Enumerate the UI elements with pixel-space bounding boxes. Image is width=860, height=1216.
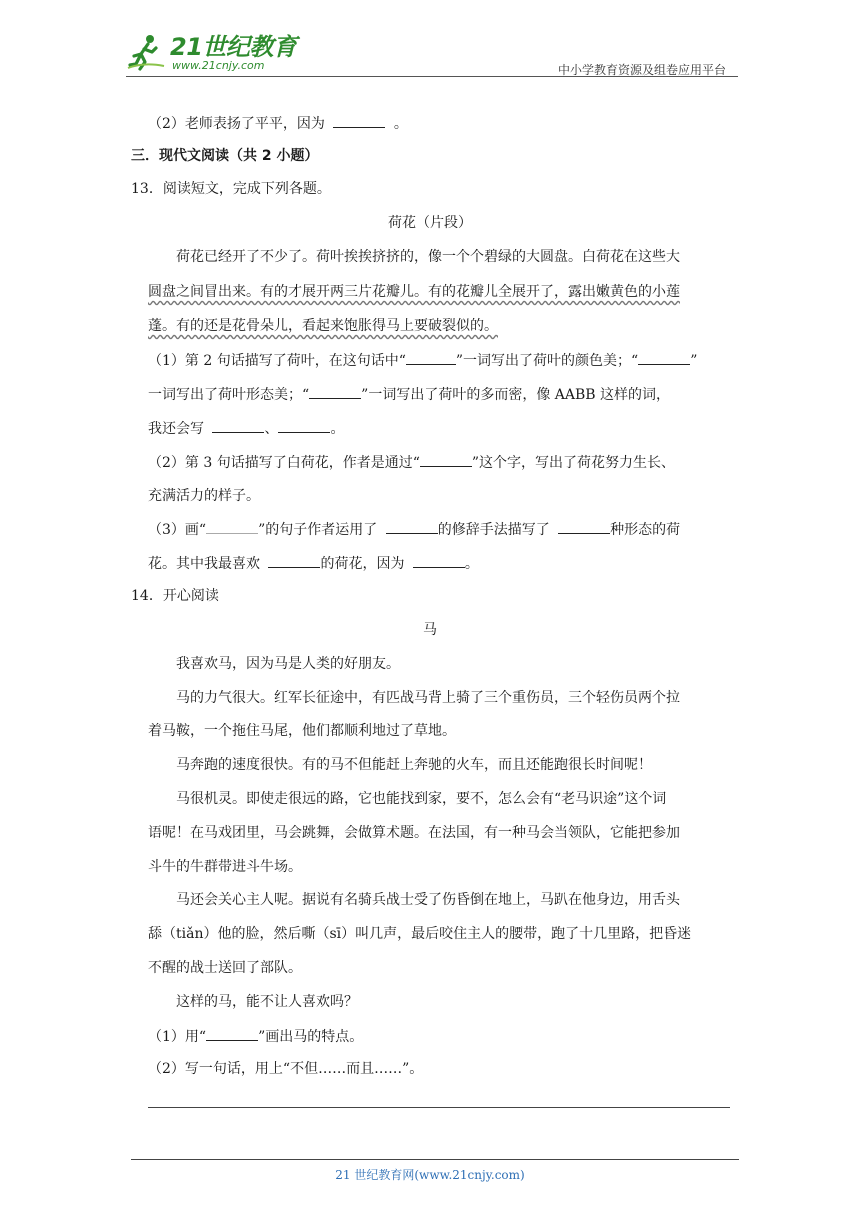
q13-sub3: （3）画“ ”的句子作者运用了 的修辞手法描写了 种形态的荷	[148, 519, 680, 540]
q13-sub2: （2）第 3 句话描写了白荷花，作者是通过“ ”这个字，写出了荷花努力生长、	[148, 452, 675, 473]
passage-line: 舔（tiǎn）他的脸，然后嘶（sī）叫几声，最后咬住主人的腰带，跑了十几里路，把昏迷	[148, 926, 692, 942]
passage-line: 这样的马，能不让人喜欢吗？	[176, 994, 358, 1010]
answer-blank[interactable]	[333, 113, 385, 128]
answer-blank[interactable]	[206, 519, 258, 534]
q13-sub1: （1）第 2 句话描写了荷叶，在这句话中“ ”一词写出了荷叶的颜色美；“ ”	[148, 350, 697, 371]
passage-line: 马很机灵。即使走很远的路，它也能找到家，要不，怎么会有“老马识途”这个词	[176, 791, 667, 807]
passage-line: 荷花已经开了不少了。荷叶挨挨挤挤的，像一个个碧绿的大圆盘。白荷花在这些大	[176, 249, 680, 265]
q13-sub1-cont: 一词写出了荷叶形态美；“ ”一词写出了荷叶的多而密，像 AABB 这样的词，	[148, 384, 670, 405]
answer-blank[interactable]	[406, 350, 456, 365]
site-logo	[126, 32, 296, 72]
page-header	[126, 28, 738, 80]
q13-sub2-cont: 充满活力的样子。	[148, 488, 260, 504]
answer-blank[interactable]	[386, 519, 438, 534]
q14-stem: 14．开心阅读	[131, 588, 219, 604]
header-divider	[126, 76, 738, 77]
q14-sub1: （1）用“ ”画出马的特点。	[148, 1026, 363, 1047]
footer-divider	[131, 1159, 739, 1160]
passage-line: 马的力气很大。红军长征途中，有匹战马背上骑了三个重伤员，三个轻伤员两个拉	[176, 690, 680, 706]
answer-blank[interactable]	[638, 350, 690, 365]
logo-title: 21世纪教育	[170, 33, 297, 61]
answer-blank[interactable]	[206, 1026, 258, 1041]
answer-blank[interactable]	[278, 418, 330, 433]
passage-title: 马	[423, 622, 437, 638]
q13-sub1-cont: 我还会写 、 。	[148, 418, 344, 439]
q12-sub2: （2）老师表扬了平平，因为 。	[148, 113, 408, 134]
passage-line: 蓬。有的还是花骨朵儿，看起来饱胀得马上要破裂似的。	[148, 318, 498, 334]
answer-blank[interactable]	[309, 384, 361, 399]
passage-line: 语呢！在马戏团里，马会跳舞，会做算术题。在法国，有一种马会当领队，它能把参加	[148, 825, 680, 841]
passage-line: 斗牛的牛群带进斗牛场。	[148, 859, 302, 875]
passage-line: 我喜欢马，因为马是人类的好朋友。	[176, 656, 400, 672]
q13-sub3-cont: 花。其中我最喜欢 的荷花，因为 。	[148, 553, 479, 574]
answer-blank[interactable]	[420, 452, 472, 467]
passage-line: 马奔跑的速度很快。有的马不但能赶上奔驰的火车，而且还能跑很长时间呢！	[176, 757, 652, 773]
answer-writing-line[interactable]	[148, 1107, 730, 1108]
header-platform-text: 中小学教育资源及组卷应用平台	[557, 63, 726, 77]
section-title: 三．现代文阅读（共 2 小题）	[131, 148, 319, 164]
answer-blank[interactable]	[413, 553, 465, 568]
q13-stem: 13．阅读短文，完成下列各题。	[131, 181, 331, 197]
logo-url: www.21cnjy.com	[172, 59, 265, 72]
passage-line: 不醒的战士送回了部队。	[148, 960, 302, 976]
passage-line: 圆盘之间冒出来。有的才展开两三片花瓣儿。有的花瓣儿全展开了，露出嫩黄色的小莲	[148, 284, 680, 300]
passage-title: 荷花（片段）	[388, 215, 472, 231]
answer-blank[interactable]	[558, 519, 610, 534]
passage-line: 着马鞍，一个拖住马尾，他们都顺利地过了草地。	[148, 723, 456, 739]
footer-text: 21 世纪教育网(www.21cnjy.com)	[335, 1168, 525, 1182]
answer-blank[interactable]	[212, 418, 264, 433]
q14-sub2: （2）写一句话，用上“不但……而且……”。	[148, 1061, 424, 1077]
answer-blank[interactable]	[268, 553, 320, 568]
passage-line: 马还会关心主人呢。据说有名骑兵战士受了伤昏倒在地上，马趴在他身边，用舌头	[176, 892, 680, 908]
running-person-logo-icon	[126, 32, 166, 72]
